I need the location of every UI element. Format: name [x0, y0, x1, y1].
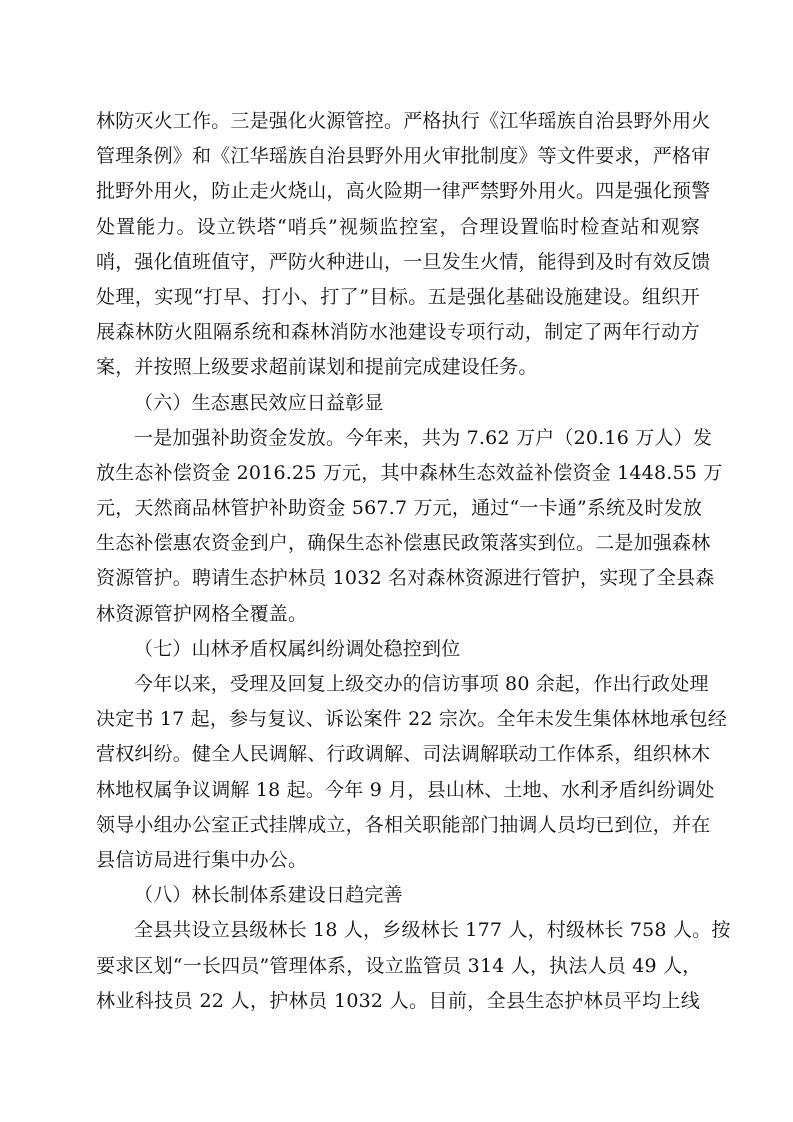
text-line: 放生态补偿资金 2016.25 万元，其中森林生态效益补偿资金 1448.55 万 — [96, 461, 723, 484]
text-line: 领导小组办公室正式挂牌成立，各相关职能部门抽调人员均已到位，并在 — [96, 813, 711, 836]
text-line: 决定书 17 起，参与复议、诉讼案件 22 宗次。全年未发生集体林地承包经 — [96, 708, 727, 731]
text-line: 县信访局进行集中办公。 — [96, 848, 308, 871]
text-line: 案，并按照上级要求超前谋划和提前完成建设任务。 — [96, 356, 538, 379]
text-line: 营权纠纷。健全人民调解、行政调解、司法调解联动工作体系，组织林木 — [96, 743, 711, 766]
section-heading: （八）林长制体系建设日趋完善 — [134, 884, 403, 907]
text-line: 元，天然商品林管护补助资金 567.7 万元，通过“一卡通”系统及时发放 — [96, 497, 703, 520]
text-line: 资源管护。聘请生态护林员 1032 名对森林资源进行管护，实现了全县森 — [96, 567, 715, 590]
text-line: 一是加强补助资金发放。今年来，共为 7.62 万户（20.16 万人）发 — [134, 426, 713, 449]
text-line: 展森林防火阻隔系统和森林消防水池建设专项行动，制定了两年行动方 — [96, 321, 700, 344]
section-heading: （七）山林矛盾权属纠纷调处稳控到位 — [134, 637, 461, 660]
text-line: 哨，强化值班值守，严防火种进山，一旦发生火情，能得到及时有效反馈 — [96, 250, 711, 273]
text-line: 林防灭火工作。三是强化火源管控。严格执行《江华瑶族自治县野外用火 — [96, 110, 711, 132]
text-line: 全县共设立县级林长 18 人，乡级林长 177 人，村级林长 758 人。按 — [134, 919, 731, 942]
text-line: 今年以来，受理及回复上级交办的信访事项 80 余起，作出行政处理 — [134, 673, 709, 695]
text-line: 林资源管护网格全覆盖。 — [96, 602, 308, 625]
text-line: 处理，实现“打早、打小、打了”目标。五是强化基础设施建设。组织开 — [96, 285, 700, 308]
text-line: 处置能力。设立铁塔“哨兵”视频监控室，合理设置临时检查站和观察 — [96, 215, 700, 238]
text-line: 生态补偿惠农资金到户，确保生态补偿惠民政策落实到位。二是加强森林 — [96, 532, 711, 555]
text-line: 批野外用火，防止走火烧山，高火险期一律严禁野外用火。四是强化预警 — [96, 180, 711, 203]
text-line: 林地权属争议调解 18 起。今年 9 月，县山林、土地、水利矛盾纠纷调处 — [96, 778, 715, 801]
text-line: 管理条例》和《江华瑶族自治县野外用火审批制度》等文件要求，严格审 — [96, 145, 711, 168]
section-heading: （六）生态惠民效应日益彰显 — [134, 391, 384, 414]
text-line: 林业科技员 22 人，护林员 1032 人。目前，全县生态护林员平均上线 — [96, 989, 700, 1012]
document-body — [96, 104, 731, 1019]
text-line: 要求区划“一长四员”管理体系，设立监管员 314 人，执法人员 49 人， — [96, 954, 702, 977]
